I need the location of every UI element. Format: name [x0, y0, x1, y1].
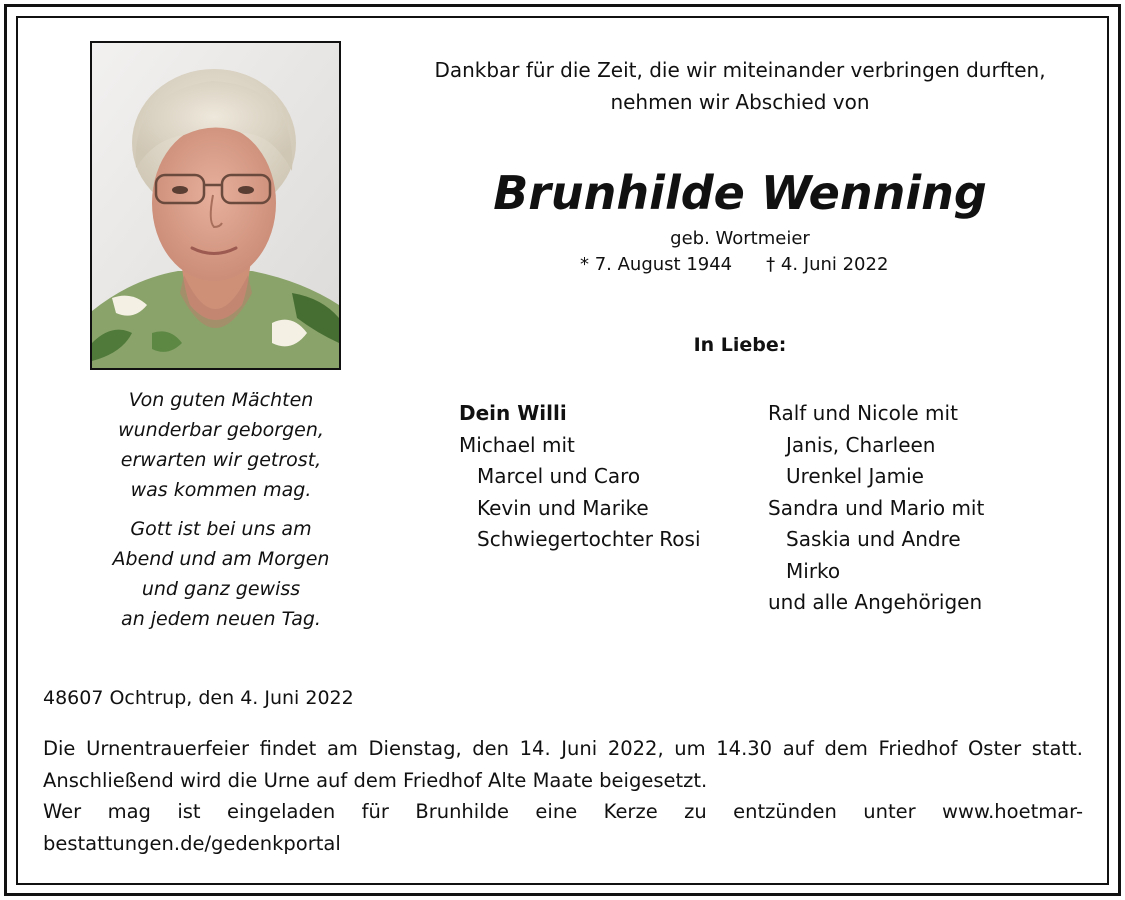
deceased-name: Brunhilde Wenning	[493, 166, 987, 220]
funeral-info	[43, 733, 1083, 859]
quote-line: Von guten Mächten	[128, 389, 314, 411]
mourner-line: Dein Willi	[459, 401, 567, 425]
intro-line-2: nehmen wir Abschied von	[610, 90, 870, 114]
mourner-line: Michael mit	[459, 432, 575, 457]
quote-line: was kommen mag.	[130, 479, 312, 501]
quote-line: Abend und am Morgen	[112, 548, 330, 570]
quote-line: an jedem neuen Tag.	[121, 608, 321, 630]
quote-line: und ganz gewiss	[141, 578, 301, 600]
portrait-photo	[90, 41, 341, 370]
mourner-line: und alle Angehörigen	[768, 590, 983, 614]
intro-text	[340, 54, 1125, 118]
life-dates	[580, 252, 980, 278]
mourner-line: Sandra und Mario mit	[768, 495, 985, 520]
quote-line: wunderbar geborgen,	[118, 419, 324, 441]
quote-stanza-1	[80, 385, 362, 505]
quote-stanza-2	[80, 514, 362, 634]
mourner-line: Marcel und Caro	[477, 464, 641, 488]
mourner-line: Saskia und Andre	[786, 527, 961, 551]
quote-line: Gott ist bei uns am	[130, 518, 312, 540]
mourner-line: Schwiegertochter Rosi	[477, 527, 701, 551]
mourner-line: Urenkel Jamie	[786, 464, 924, 488]
funeral-info-text: Die Urnentrauerfeier findet am Dienstag, den 14. Juni 2022, um 14.30 auf dem Friedhof Oster statt. Anschließend wird die Urne auf dem Friedhof Alte Maate beigesetzt.	[43, 737, 1083, 792]
mourner-line: Mirko	[786, 558, 841, 583]
mourner-line: Kevin und Marike	[477, 495, 649, 520]
intro-line-1: Dankbar für die Zeit, die wir miteinander verbringen durften,	[434, 58, 1046, 82]
mourners-left-column	[459, 398, 701, 556]
mourner-line: Ralf und Nicole mit	[768, 401, 958, 425]
mourners-right-column	[768, 398, 984, 619]
mourners-heading: In Liebe:	[693, 334, 787, 356]
mourner-line: Janis, Charleen	[786, 432, 936, 457]
portrait-photo-icon	[92, 43, 339, 368]
candle-info-text: Wer mag ist eingeladen für Brunhilde eine Kerze zu entzünden unter www.hoetmar-bestattungen.de/gedenkportal	[43, 800, 1083, 855]
quote-line: erwarten wir getrost,	[120, 449, 322, 471]
death-date: † 4. Juni 2022	[766, 254, 889, 275]
maiden-name: geb. Wortmeier	[670, 228, 810, 249]
birth-date: * 7. August 1944	[580, 254, 733, 275]
place-and-date: 48607 Ochtrup, den 4. Juni 2022	[43, 687, 354, 709]
